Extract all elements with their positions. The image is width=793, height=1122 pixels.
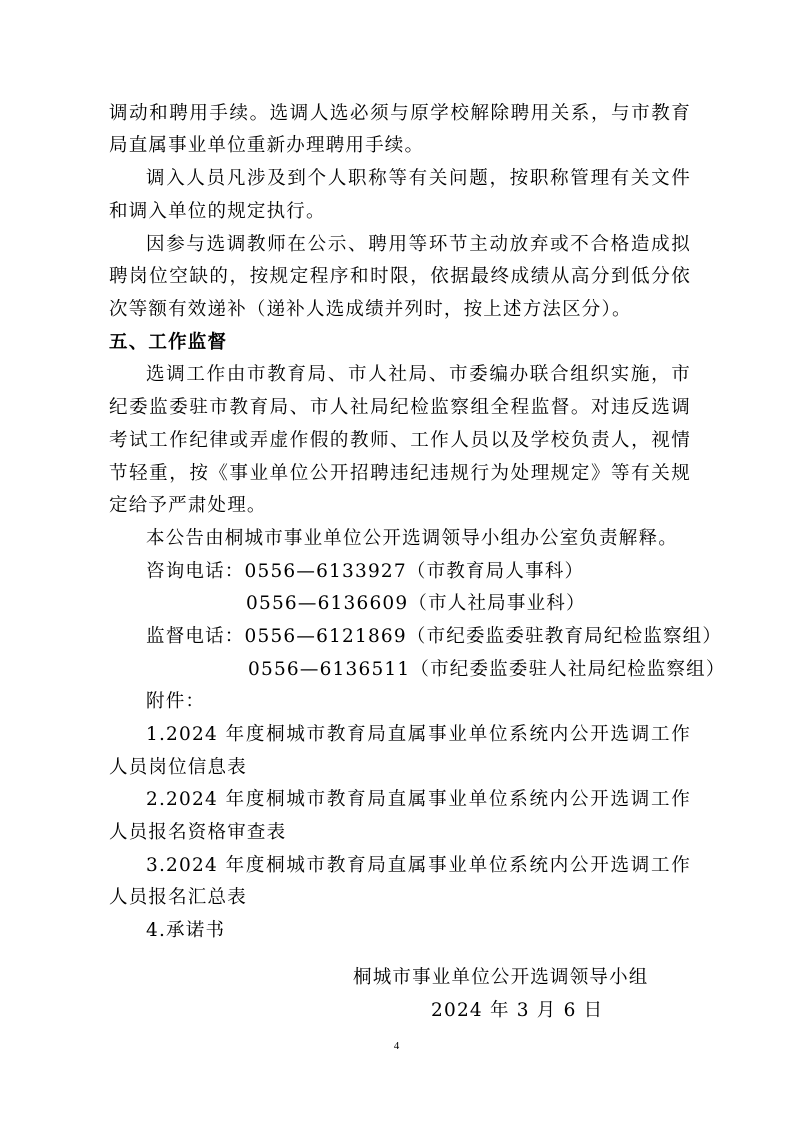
attachment-item: 1.2024 年度桐城市教育局直属事业单位系统内公开选调工作 — [146, 724, 691, 745]
text-line: 本公告由桐城市事业单位公开选调领导小组办公室负责解释。 — [146, 528, 678, 549]
text-line: 局直属事业单位重新办理聘用手续。 — [109, 135, 425, 156]
text-line: 定给予严肃处理。 — [109, 495, 267, 516]
signature-date: 2024 年 3 月 6 日 — [431, 1000, 604, 1021]
section-heading: 五、工作监督 — [109, 332, 228, 353]
text-line: 聘岗位空缺的，按规定程序和时限，依据最终成绩从高分到低分依 — [109, 266, 691, 287]
text-line: 选调工作由市教育局、市人社局、市委编办联合组织实施，市 — [146, 364, 691, 385]
attachments-label: 附件： — [146, 691, 206, 712]
supervise-phone-line: 0556—6136511（市纪委监委驻人社局纪检监察组） — [248, 659, 726, 680]
text-line: 考试工作纪律或弄虚作假的教师、工作人员以及学校负责人，视情 — [109, 430, 691, 451]
text-line: 节轻重，按《事业单位公开招聘违纪违规行为处理规定》等有关规 — [109, 463, 691, 484]
consult-phone-line: 0556—6136609（市人社局事业科） — [246, 593, 586, 614]
signature-org: 桐城市事业单位公开选调领导小组 — [353, 967, 649, 988]
text-line: 纪委监委驻市教育局、市人社局纪检监察组全程监督。对违反选调 — [109, 397, 691, 418]
attachment-item: 3.2024 年度桐城市教育局直属事业单位系统内公开选调工作 — [146, 855, 691, 876]
text-line: 和调入单位的规定执行。 — [109, 201, 326, 222]
text-line: 次等额有效递补（递补人选成绩并列时，按上述方法区分）。 — [109, 299, 632, 320]
attachment-item: 人员报名资格审查表 — [109, 822, 287, 843]
text-line: 因参与选调教师在公示、聘用等环节主动放弃或不合格造成拟 — [146, 234, 691, 255]
text-line: 调入人员凡涉及到个人职称等有关问题，按职称管理有关文件 — [146, 168, 691, 189]
attachment-item: 4.承诺书 — [146, 920, 226, 941]
attachment-item: 2.2024 年度桐城市教育局直属事业单位系统内公开选调工作 — [146, 789, 691, 810]
attachment-item: 人员报名汇总表 — [109, 887, 247, 908]
consult-phone-line: 咨询电话：0556—6133927（市教育局人事科） — [146, 561, 585, 582]
attachment-item: 人员岗位信息表 — [109, 757, 247, 778]
page-number: 4 — [393, 1040, 400, 1052]
text-line: 调动和聘用手续。选调人选必须与原学校解除聘用关系，与市教育 — [109, 103, 691, 124]
supervise-phone-line: 监督电话：0556—6121869（市纪委监委驻教育局纪检监察组） — [146, 626, 723, 647]
